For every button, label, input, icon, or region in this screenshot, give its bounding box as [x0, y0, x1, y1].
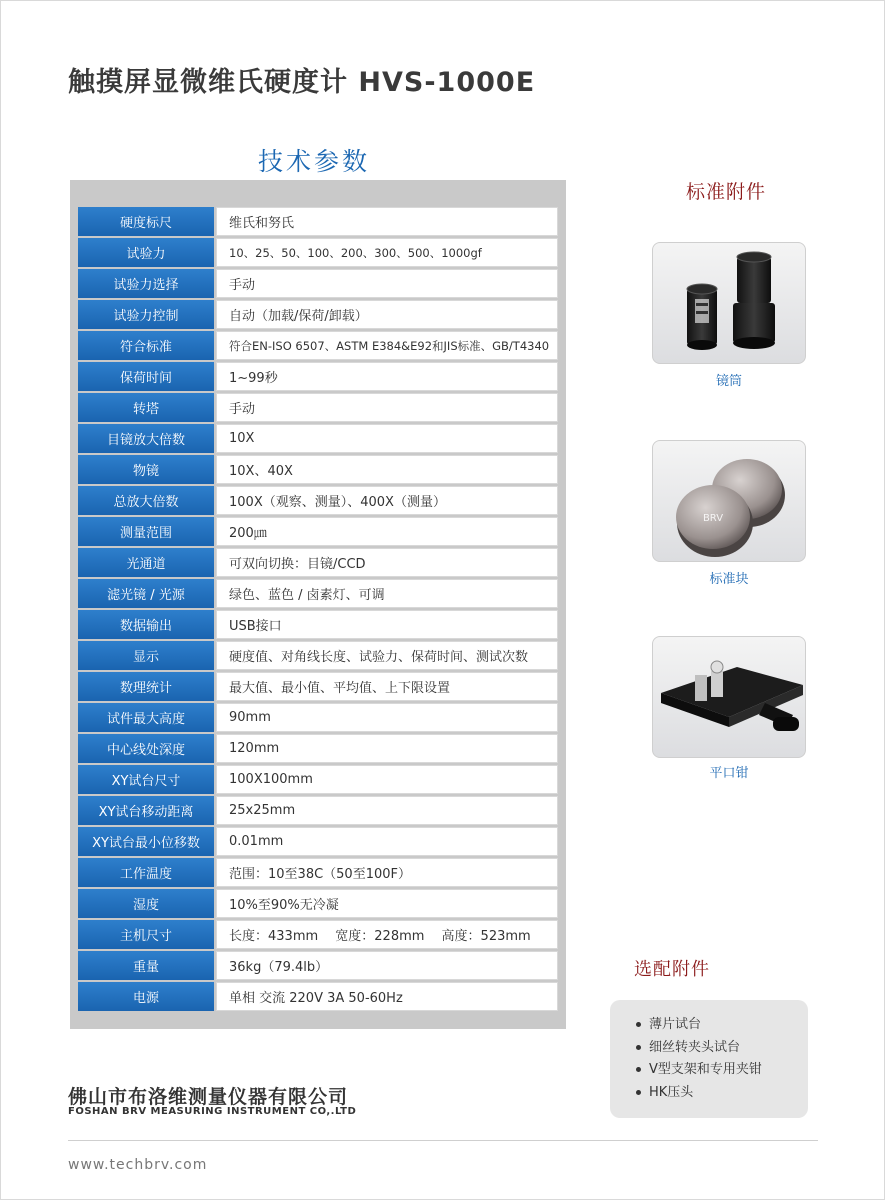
vise-icon: [653, 637, 806, 758]
spec-value: 硬度值、对角线长度、试验力、保荷时间、测试次数: [216, 641, 558, 670]
spec-label: 工作温度: [78, 858, 216, 887]
section-title: 技术参数: [258, 147, 371, 176]
panel-tab-shape: [70, 180, 566, 204]
spec-table: [78, 205, 558, 1013]
spec-label: 符合标准: [78, 331, 216, 360]
standard-accessories-title: 标准附件: [686, 181, 767, 203]
spec-label: 显示: [78, 641, 216, 670]
spec-value: 范围：10至38C（50至100F）: [216, 858, 558, 887]
spec-value: 手动: [216, 269, 558, 298]
bullet-icon: [636, 1022, 641, 1027]
bullet-icon: [636, 1090, 641, 1095]
bullet-icon: [636, 1067, 641, 1072]
eyepiece-tube-icon: [653, 243, 806, 364]
table-row: [78, 362, 558, 391]
website-link[interactable]: www.techbrv.com: [68, 1157, 208, 1173]
list-item: V型支架和专用夹钳: [636, 1059, 808, 1082]
spec-table-panel: [70, 180, 566, 1029]
spec-label: 试验力控制: [78, 300, 216, 329]
spec-value: 自动（加载/保荷/卸载）: [216, 300, 558, 329]
table-row: [78, 920, 558, 949]
table-row: [78, 455, 558, 484]
table-row: [78, 641, 558, 670]
spec-value: 维氏和努氏: [216, 207, 558, 236]
spec-value: 符合EN-ISO 6507、ASTM E384&E92和JIS标准、GB/T4340: [216, 331, 558, 360]
spec-label: 试验力选择: [78, 269, 216, 298]
spec-label: 硬度标尺: [78, 207, 216, 236]
spec-value: 单相 交流 220V 3A 50-60Hz: [216, 982, 558, 1011]
spec-value: 绿色、蓝色 / 卤素灯、可调: [216, 579, 558, 608]
spec-label: 物镜: [78, 455, 216, 484]
table-row: [78, 393, 558, 422]
test-block-icon: [653, 441, 806, 562]
spec-value: 90mm: [216, 703, 558, 732]
spec-label: 测量范围: [78, 517, 216, 546]
spec-value: 10、25、50、100、200、300、500、1000gf: [216, 238, 558, 267]
accessory-caption-test-block: 标准块: [709, 572, 749, 587]
table-row: [78, 827, 558, 856]
spec-label: 试验力: [78, 238, 216, 267]
table-row: [78, 486, 558, 515]
spec-label: 总放大倍数: [78, 486, 216, 515]
bullet-icon: [636, 1045, 641, 1050]
table-row: [78, 951, 558, 980]
table-row: [78, 331, 558, 360]
optional-accessories-list: [610, 1000, 808, 1118]
spec-label: XY试台最小位移数: [78, 827, 216, 856]
list-item: 细丝转夹头试台: [636, 1037, 808, 1060]
spec-value: 200㎛: [216, 517, 558, 546]
spec-value: 120mm: [216, 734, 558, 763]
spec-value: 36kg（79.4lb）: [216, 951, 558, 980]
spec-label: 光通道: [78, 548, 216, 577]
spec-value: 长度：433mm 宽度：228mm 高度：523mm: [216, 920, 558, 949]
spec-value: USB接口: [216, 610, 558, 639]
accessory-caption-vise: 平口钳: [709, 766, 749, 781]
spec-label: 湿度: [78, 889, 216, 918]
table-row: [78, 858, 558, 887]
spec-label: 保荷时间: [78, 362, 216, 391]
company-name-en: FOSHAN BRV MEASURING INSTRUMENT CO,.LTD: [68, 1106, 357, 1117]
spec-label: 主机尺寸: [78, 920, 216, 949]
spec-label: 滤光镜 / 光源: [78, 579, 216, 608]
spec-label: XY试台尺寸: [78, 765, 216, 794]
table-row: [78, 889, 558, 918]
accessory-card-vise: [652, 636, 806, 758]
spec-value: 10%至90%无冷凝: [216, 889, 558, 918]
spec-label: 数理统计: [78, 672, 216, 701]
table-row: [78, 207, 558, 236]
table-row: [78, 424, 558, 453]
page-title: 触摸屏显微维氏硬度计 HVS-1000E: [68, 67, 536, 98]
spec-label: 重量: [78, 951, 216, 980]
accessory-card-test-block: [652, 440, 806, 562]
spec-label: 试件最大高度: [78, 703, 216, 732]
spec-value: 100X（观察、测量）、400X（测量）: [216, 486, 558, 515]
table-row: [78, 300, 558, 329]
company-name-cn: 佛山市布洛维测量仪器有限公司: [68, 1086, 349, 1108]
table-row: [78, 579, 558, 608]
spec-label: 转塔: [78, 393, 216, 422]
accessory-caption-eyepiece: 镜筒: [715, 374, 742, 389]
table-row: [78, 238, 558, 267]
spec-value: 100X100mm: [216, 765, 558, 794]
spec-label: XY试台移动距离: [78, 796, 216, 825]
spec-label: 数据输出: [78, 610, 216, 639]
table-row: [78, 765, 558, 794]
spec-label: 中心线处深度: [78, 734, 216, 763]
table-row: [78, 982, 558, 1011]
spec-value: 可双向切换：目镜/CCD: [216, 548, 558, 577]
spec-label: 目镜放大倍数: [78, 424, 216, 453]
spec-value: 10X、40X: [216, 455, 558, 484]
table-row: [78, 517, 558, 546]
svg-text:BRV: BRV: [702, 513, 724, 524]
table-row: [78, 796, 558, 825]
table-row: [78, 548, 558, 577]
table-row: [78, 734, 558, 763]
spec-label: 电源: [78, 982, 216, 1011]
optional-accessories-title: 选配附件: [634, 959, 710, 980]
table-row: [78, 703, 558, 732]
table-row: [78, 672, 558, 701]
spec-value: 0.01mm: [216, 827, 558, 856]
spec-value: 10X: [216, 424, 558, 453]
table-row: [78, 269, 558, 298]
list-item: HK压头: [636, 1082, 808, 1105]
spec-value: 1~99秒: [216, 362, 558, 391]
accessory-card-eyepiece: [652, 242, 806, 364]
list-item: 薄片试台: [636, 1014, 808, 1037]
spec-value: 手动: [216, 393, 558, 422]
spec-value: 25x25mm: [216, 796, 558, 825]
footer-divider: [68, 1140, 818, 1141]
spec-value: 最大值、最小值、平均值、上下限设置: [216, 672, 558, 701]
table-row: [78, 610, 558, 639]
